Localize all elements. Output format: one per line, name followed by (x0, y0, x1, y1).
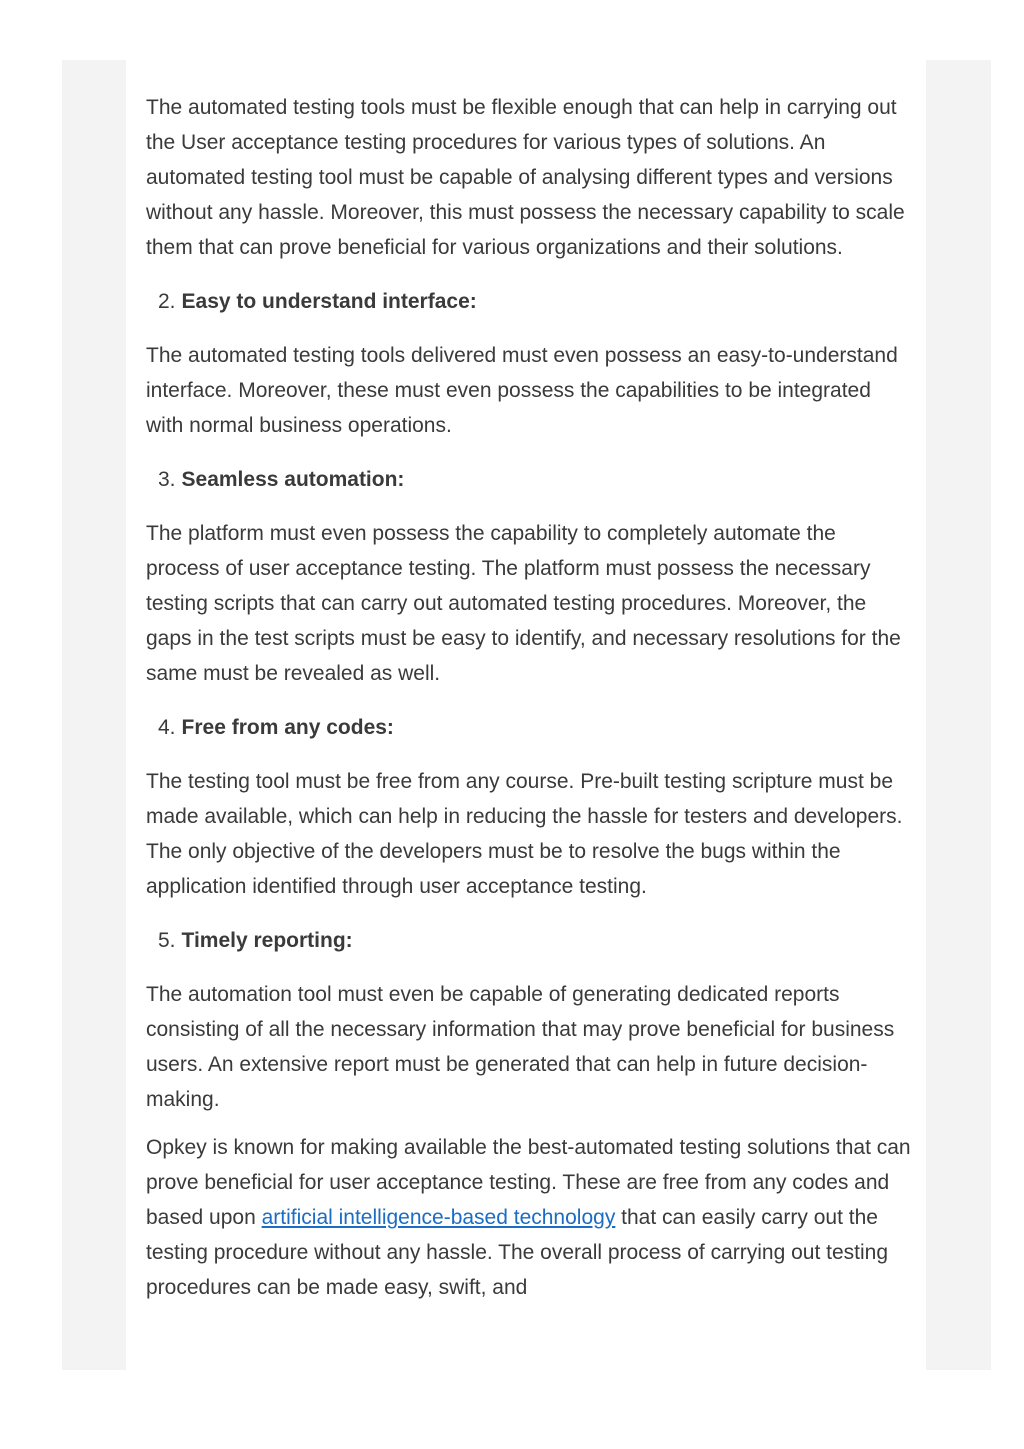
list-item-4 (158, 710, 911, 745)
item-5-paragraph: The automation tool must even be capable of generating dedicated reports consisting of all the necessary information that may prove beneficial for business users. An extensive report must be generated that can help in future decision-making. (146, 983, 895, 1111)
list-heading: Seamless automation: (181, 468, 405, 491)
list-number: 3. (158, 468, 176, 491)
right-margin-gutter (926, 60, 991, 1370)
list-number: 4. (158, 716, 176, 739)
article-content (126, 60, 926, 1370)
closing-text-end: that can easily carry out the testing procedure without any hassle. The overall process of carrying out testing procedures can be made easy, swift, and (146, 1206, 889, 1299)
list-heading: Timely reporting: (181, 929, 353, 952)
ai-technology-link[interactable]: artificial intelligence-based technology (261, 1206, 616, 1229)
list-number: 5. (158, 929, 176, 952)
list-heading: Easy to understand interface: (181, 290, 477, 313)
closing-text-start: Opkey is known for making available the best-automated testing solutions that can prove beneficial for user acceptance testing. These are free from any codes and based upon (146, 1136, 911, 1229)
list-item-2 (158, 284, 911, 319)
left-margin-gutter (62, 60, 126, 1370)
item-2-paragraph: The automated testing tools delivered must even possess an easy-to-understand interface. Moreover, these must even possess the capabilities to be integrated with normal business operations. (146, 344, 898, 437)
item-3-paragraph: The platform must even possess the capability to completely automate the process of user acceptance testing. The platform must possess the necessary testing scripts that can carry out automated testing procedures. Moreover, the gaps in the test scripts must be easy to identify, and necessary resolutions for the same must be revealed as well. (146, 522, 901, 685)
list-heading: Free from any codes: (181, 716, 394, 739)
item-4-paragraph: The testing tool must be free from any course. Pre-built testing scripture must be made available, which can help in reducing the hassle for testers and developers. The only objective of the developers must be to resolve the bugs within the application identified through user acceptance testing. (146, 770, 903, 898)
intro-paragraph: The automated testing tools must be flexible enough that can help in carrying out the User acceptance testing procedures for various types of solutions. An automated testing tool must be capable of analysing different types and versions without any hassle. Moreover, this must possess the necessary capability to scale them that can prove beneficial for various organizations and their solutions. (146, 96, 905, 259)
list-item-3 (158, 462, 911, 497)
list-item-5 (158, 923, 911, 958)
list-number: 2. (158, 290, 176, 313)
closing-paragraph (146, 1130, 911, 1305)
